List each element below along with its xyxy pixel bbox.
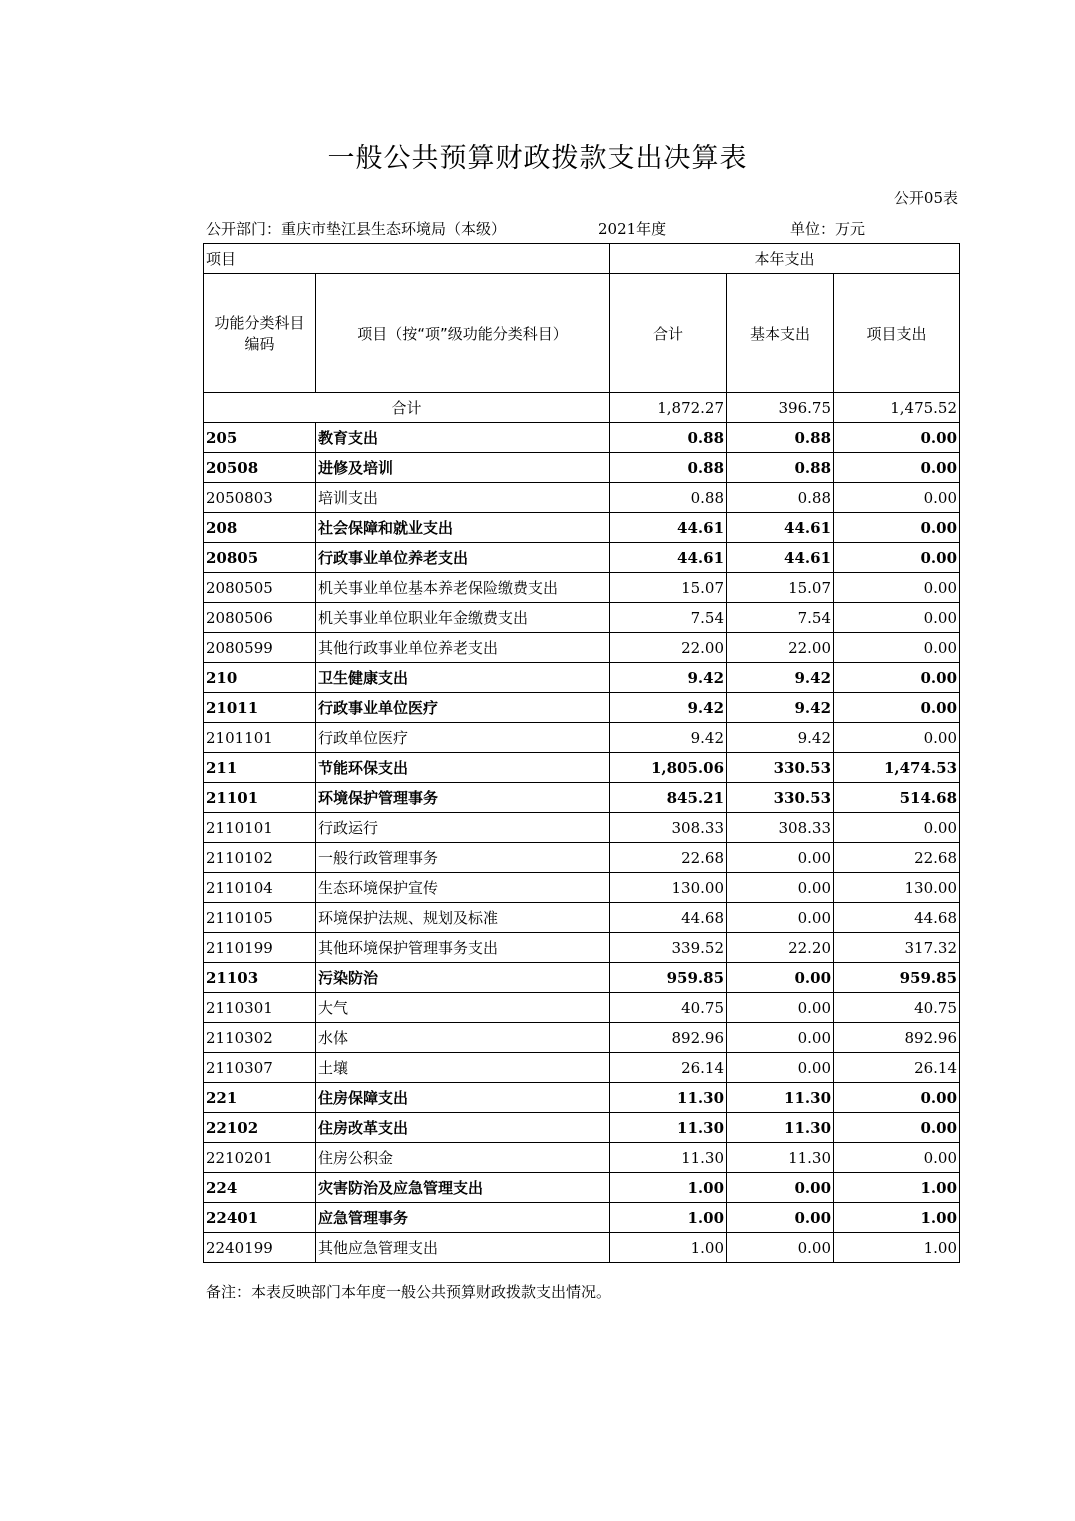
row-name: 行政事业单位养老支出 (316, 543, 610, 573)
total-row (204, 393, 960, 423)
row-name: 行政运行 (316, 813, 610, 843)
row-code: 2080599 (204, 633, 316, 663)
row-code: 221 (204, 1083, 316, 1113)
table-row (204, 603, 960, 633)
row-name: 社会保障和就业支出 (316, 513, 610, 543)
table-row (204, 1083, 960, 1113)
row-basic: 22.20 (727, 933, 834, 963)
row-basic: 22.00 (727, 633, 834, 663)
row-code: 2080505 (204, 573, 316, 603)
row-total: 0.88 (610, 483, 727, 513)
table-row (204, 423, 960, 453)
row-total: 9.42 (610, 693, 727, 723)
header-current-year: 本年支出 (610, 244, 960, 274)
row-total: 1.00 (610, 1233, 727, 1263)
total-sum: 1,872.27 (610, 393, 727, 423)
row-name: 水体 (316, 1023, 610, 1053)
row-proj: 1.00 (834, 1173, 960, 1203)
table-row (204, 783, 960, 813)
row-name: 环境保护法规、规划及标准 (316, 903, 610, 933)
row-proj: 0.00 (834, 483, 960, 513)
row-basic: 0.00 (727, 963, 834, 993)
header-row-1 (204, 244, 960, 274)
row-code: 2110199 (204, 933, 316, 963)
row-name: 其他应急管理支出 (316, 1233, 610, 1263)
row-basic: 0.88 (727, 483, 834, 513)
row-code: 210 (204, 663, 316, 693)
row-basic: 330.53 (727, 753, 834, 783)
row-basic: 0.00 (727, 903, 834, 933)
row-name: 大气 (316, 993, 610, 1023)
row-name: 教育支出 (316, 423, 610, 453)
row-total: 892.96 (610, 1023, 727, 1053)
row-proj: 44.68 (834, 903, 960, 933)
row-basic: 0.00 (727, 1173, 834, 1203)
header-code: 功能分类科目编码 (204, 274, 316, 393)
row-code: 20508 (204, 453, 316, 483)
department-label: 公开部门：重庆市垫江县生态环境局（本级） (206, 220, 507, 238)
row-code: 2110102 (204, 843, 316, 873)
header-project: 项目 (204, 244, 610, 274)
row-total: 0.88 (610, 453, 727, 483)
row-total: 22.00 (610, 633, 727, 663)
row-proj: 0.00 (834, 813, 960, 843)
row-proj: 959.85 (834, 963, 960, 993)
table-row (204, 843, 960, 873)
total-basic: 396.75 (727, 393, 834, 423)
row-total: 44.68 (610, 903, 727, 933)
row-proj: 0.00 (834, 573, 960, 603)
table-row (204, 513, 960, 543)
row-total: 26.14 (610, 1053, 727, 1083)
page-title: 一般公共预算财政拨款支出决算表 (327, 143, 748, 174)
row-code: 20805 (204, 543, 316, 573)
row-proj: 0.00 (834, 513, 960, 543)
row-name: 机关事业单位职业年金缴费支出 (316, 603, 610, 633)
row-code: 2210201 (204, 1143, 316, 1173)
row-basic: 0.00 (727, 1203, 834, 1233)
table-row (204, 723, 960, 753)
table-row (204, 543, 960, 573)
row-name: 其他环境保护管理事务支出 (316, 933, 610, 963)
row-proj: 1.00 (834, 1203, 960, 1233)
row-code: 2110105 (204, 903, 316, 933)
header-total: 合计 (610, 274, 727, 393)
row-code: 21011 (204, 693, 316, 723)
row-proj: 0.00 (834, 603, 960, 633)
row-name: 应急管理事务 (316, 1203, 610, 1233)
row-proj: 0.00 (834, 423, 960, 453)
footnote: 备注：本表反映部门本年度一般公共预算财政拨款支出情况。 (206, 1283, 612, 1301)
row-proj: 317.32 (834, 933, 960, 963)
row-name: 培训支出 (316, 483, 610, 513)
row-total: 15.07 (610, 573, 727, 603)
expenditure-table (203, 243, 960, 1263)
row-name: 生态环境保护宣传 (316, 873, 610, 903)
row-total: 11.30 (610, 1113, 727, 1143)
table-row (204, 663, 960, 693)
row-name: 土壤 (316, 1053, 610, 1083)
table-row (204, 813, 960, 843)
row-proj: 0.00 (834, 543, 960, 573)
row-code: 2240199 (204, 1233, 316, 1263)
row-basic: 15.07 (727, 573, 834, 603)
row-name: 其他行政事业单位养老支出 (316, 633, 610, 663)
table-row (204, 1143, 960, 1173)
row-code: 21101 (204, 783, 316, 813)
row-basic: 7.54 (727, 603, 834, 633)
table-row (204, 1023, 960, 1053)
total-label: 合计 (204, 393, 610, 423)
row-total: 308.33 (610, 813, 727, 843)
row-name: 行政单位医疗 (316, 723, 610, 753)
row-basic: 9.42 (727, 663, 834, 693)
row-code: 2080506 (204, 603, 316, 633)
row-basic: 0.00 (727, 1233, 834, 1263)
fiscal-year-label: 2021年度 (598, 220, 667, 238)
unit-label: 单位：万元 (790, 220, 866, 238)
row-code: 22102 (204, 1113, 316, 1143)
table-number: 公开05表 (893, 189, 958, 207)
table-row (204, 1053, 960, 1083)
row-proj: 40.75 (834, 993, 960, 1023)
table-row (204, 1203, 960, 1233)
row-code: 2101101 (204, 723, 316, 753)
row-total: 339.52 (610, 933, 727, 963)
row-name: 进修及培训 (316, 453, 610, 483)
row-name: 节能环保支出 (316, 753, 610, 783)
table-row (204, 453, 960, 483)
header-basic: 基本支出 (727, 274, 834, 393)
row-basic: 9.42 (727, 723, 834, 753)
row-total: 11.30 (610, 1083, 727, 1113)
row-code: 208 (204, 513, 316, 543)
table-row (204, 873, 960, 903)
row-name: 行政事业单位医疗 (316, 693, 610, 723)
row-name: 住房公积金 (316, 1143, 610, 1173)
row-code: 205 (204, 423, 316, 453)
row-basic: 0.88 (727, 453, 834, 483)
row-name: 住房改革支出 (316, 1113, 610, 1143)
row-proj: 1,474.53 (834, 753, 960, 783)
row-name: 卫生健康支出 (316, 663, 610, 693)
row-proj: 0.00 (834, 1143, 960, 1173)
row-total: 9.42 (610, 723, 727, 753)
row-total: 44.61 (610, 513, 727, 543)
row-name: 污染防治 (316, 963, 610, 993)
row-proj: 1.00 (834, 1233, 960, 1263)
table-row (204, 903, 960, 933)
row-total: 959.85 (610, 963, 727, 993)
row-total: 44.61 (610, 543, 727, 573)
row-proj: 892.96 (834, 1023, 960, 1053)
row-basic: 0.00 (727, 993, 834, 1023)
row-proj: 0.00 (834, 1083, 960, 1113)
row-total: 0.88 (610, 423, 727, 453)
row-code: 2050803 (204, 483, 316, 513)
row-basic: 0.00 (727, 843, 834, 873)
row-basic: 11.30 (727, 1113, 834, 1143)
row-proj: 22.68 (834, 843, 960, 873)
row-proj: 0.00 (834, 453, 960, 483)
row-code: 2110301 (204, 993, 316, 1023)
row-total: 1.00 (610, 1203, 727, 1233)
row-proj: 0.00 (834, 663, 960, 693)
row-proj: 0.00 (834, 1113, 960, 1143)
row-total: 40.75 (610, 993, 727, 1023)
row-name: 灾害防治及应急管理支出 (316, 1173, 610, 1203)
row-basic: 44.61 (727, 513, 834, 543)
row-basic: 11.30 (727, 1143, 834, 1173)
total-proj: 1,475.52 (834, 393, 960, 423)
row-code: 2110101 (204, 813, 316, 843)
row-total: 1.00 (610, 1173, 727, 1203)
table-row (204, 1233, 960, 1263)
row-proj: 26.14 (834, 1053, 960, 1083)
table-row (204, 963, 960, 993)
row-basic: 44.61 (727, 543, 834, 573)
row-proj: 130.00 (834, 873, 960, 903)
row-name: 住房保障支出 (316, 1083, 610, 1113)
row-total: 22.68 (610, 843, 727, 873)
row-total: 845.21 (610, 783, 727, 813)
row-total: 11.30 (610, 1143, 727, 1173)
row-basic: 330.53 (727, 783, 834, 813)
row-basic: 0.00 (727, 873, 834, 903)
row-name: 机关事业单位基本养老保险缴费支出 (316, 573, 610, 603)
row-proj: 0.00 (834, 693, 960, 723)
table-row (204, 1113, 960, 1143)
row-proj: 514.68 (834, 783, 960, 813)
table-row (204, 573, 960, 603)
row-basic: 0.88 (727, 423, 834, 453)
row-code: 224 (204, 1173, 316, 1203)
table-row (204, 693, 960, 723)
table-row (204, 1173, 960, 1203)
row-code: 211 (204, 753, 316, 783)
row-code: 2110302 (204, 1023, 316, 1053)
row-code: 2110307 (204, 1053, 316, 1083)
row-code: 2110104 (204, 873, 316, 903)
row-total: 9.42 (610, 663, 727, 693)
table-row (204, 933, 960, 963)
row-basic: 0.00 (727, 1023, 834, 1053)
table-row (204, 633, 960, 663)
row-code: 22401 (204, 1203, 316, 1233)
row-proj: 0.00 (834, 633, 960, 663)
row-total: 7.54 (610, 603, 727, 633)
row-total: 1,805.06 (610, 753, 727, 783)
table-row (204, 753, 960, 783)
row-total: 130.00 (610, 873, 727, 903)
table-row (204, 483, 960, 513)
row-code: 21103 (204, 963, 316, 993)
row-basic: 9.42 (727, 693, 834, 723)
row-basic: 11.30 (727, 1083, 834, 1113)
row-name: 环境保护管理事务 (316, 783, 610, 813)
header-name: 项目（按“项”级功能分类科目） (316, 274, 610, 393)
header-proj: 项目支出 (834, 274, 960, 393)
row-basic: 308.33 (727, 813, 834, 843)
row-proj: 0.00 (834, 723, 960, 753)
header-row-2 (204, 274, 960, 393)
table-row (204, 993, 960, 1023)
row-basic: 0.00 (727, 1053, 834, 1083)
row-name: 一般行政管理事务 (316, 843, 610, 873)
